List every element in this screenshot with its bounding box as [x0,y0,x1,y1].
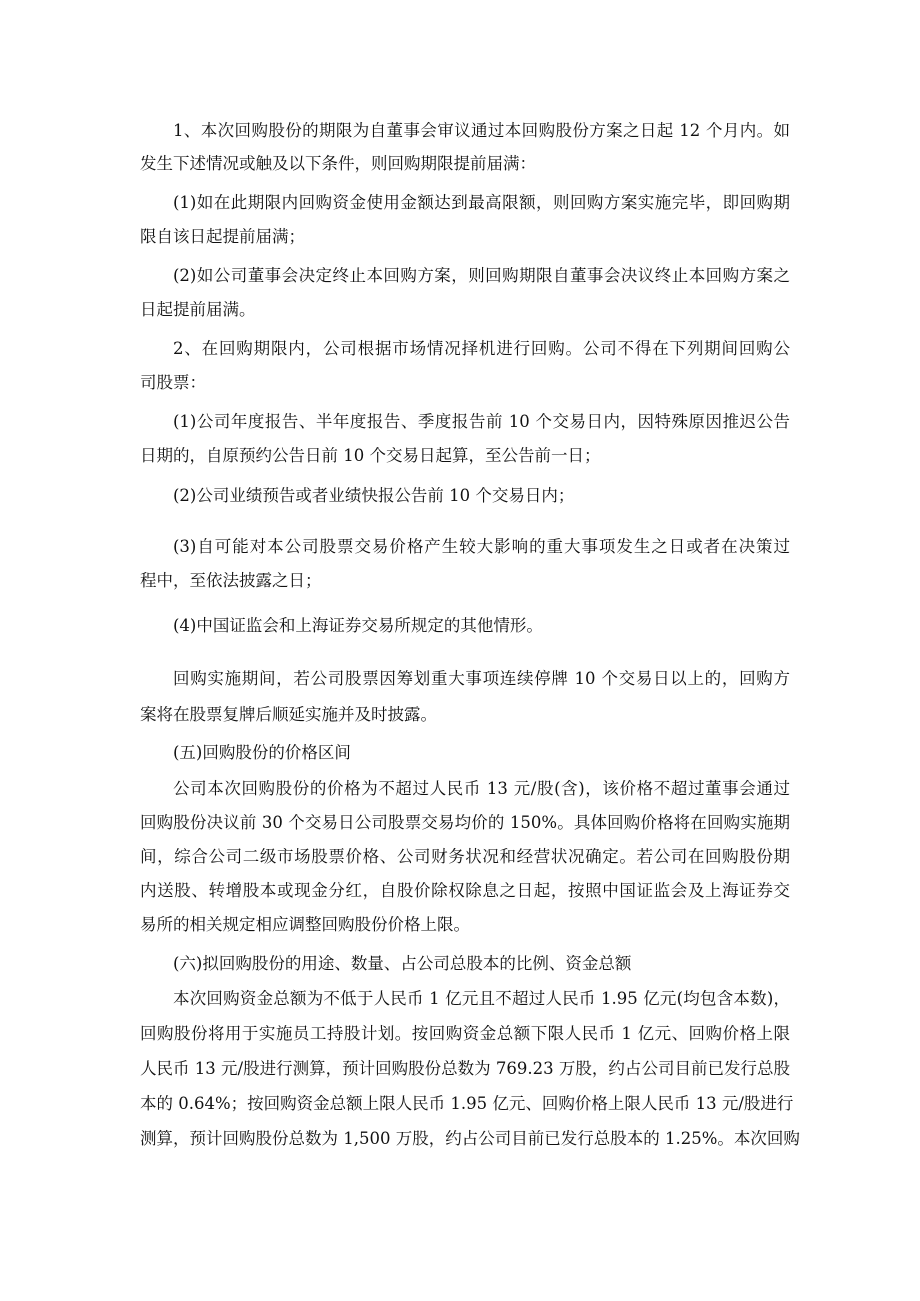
body-text-line: 本的 0.64%；按回购资金总额上限人民币 1.95 亿元、回购价格上限人民币 13 元/股进行 [140,1094,794,1113]
body-text-line: 人民币 13 元/股进行测算，预计回购股份总数为 769.23 万股，约占公司目前已发行总股 [140,1059,790,1078]
body-text-line: 限自该日起提前届满； [140,227,305,246]
body-text-line: 案将在股票复牌后顺延实施并及时披露。 [140,705,437,724]
section-heading: (六)拟回购股份的用途、数量、占公司总股本的比例、资金总额 [173,954,632,973]
body-text-line: 发生下述情况或触及以下条件，则回购期限提前届满： [140,154,536,173]
body-text-line: 本次回购资金总额为不低于人民币 1 亿元且不超过人民币 1.95 亿元(均包含本数)， [173,989,790,1008]
body-text-line: 测算，预计回购股份总数为 1,500 万股，约占公司目前已发行总股本的 1.25%。本次回购 [140,1129,800,1148]
body-text-line: 日期的，自原预约公告日前 10 个交易日起算，至公告前一日； [140,446,601,465]
body-text-line: 1、本次回购股份的期限为自董事会审议通过本回购股份方案之日起 12 个月内。如 [173,121,790,140]
body-text-line: 回购股份将用于实施员工持股计划。按回购资金总额下限人民币 1 亿元、回购价格上限 [140,1024,790,1043]
body-text-line: (1)公司年度报告、半年度报告、季度报告前 10 个交易日内，因特殊原因推迟公告 [173,412,790,431]
body-text-line: 内送股、转增股本或现金分红，自股价除权除息之日起，按照中国证监会及上海证券交 [140,881,790,900]
body-text-line: (3)自可能对本公司股票交易价格产生较大影响的重大事项发生之日或者在决策过 [173,537,790,556]
body-text-line: 公司本次回购股份的价格为不超过人民币 13 元/股(含)，该价格不超过董事会通过 [173,779,790,798]
body-text-line: 间，综合公司二级市场股票价格、公司财务状况和经营状况确定。若公司在回购股份期 [140,847,790,866]
body-text-line: 司股票： [140,373,206,392]
body-text-line: (4)中国证监会和上海证券交易所规定的其他情形。 [173,616,543,635]
body-text-line: 回购实施期间，若公司股票因筹划重大事项连续停牌 10 个交易日以上的，回购方 [173,669,790,688]
body-text-line: 日起提前届满。 [140,300,256,319]
body-text-line: 2、在回购期限内，公司根据市场情况择机进行回购。公司不得在下列期间回购公 [173,339,790,358]
body-text-line: 程中，至依法披露之日； [140,571,322,590]
body-text-line: (1)如在此期限内回购资金使用金额达到最高限额，则回购方案实施完毕，即回购期 [173,193,790,212]
body-text-line: 易所的相关规定相应调整回购股份价格上限。 [140,915,470,934]
body-text-line: 回购股份决议前 30 个交易日公司股票交易均价的 150%。具体回购价格将在回购实施期 [140,813,790,832]
body-text-line: (2)公司业绩预告或者业绩快报公告前 10 个交易日内； [173,486,575,505]
section-heading: (五)回购股份的价格区间 [173,743,351,762]
body-text-line: (2)如公司董事会决定终止本回购方案，则回购期限自董事会决议终止本回购方案之 [173,266,790,285]
